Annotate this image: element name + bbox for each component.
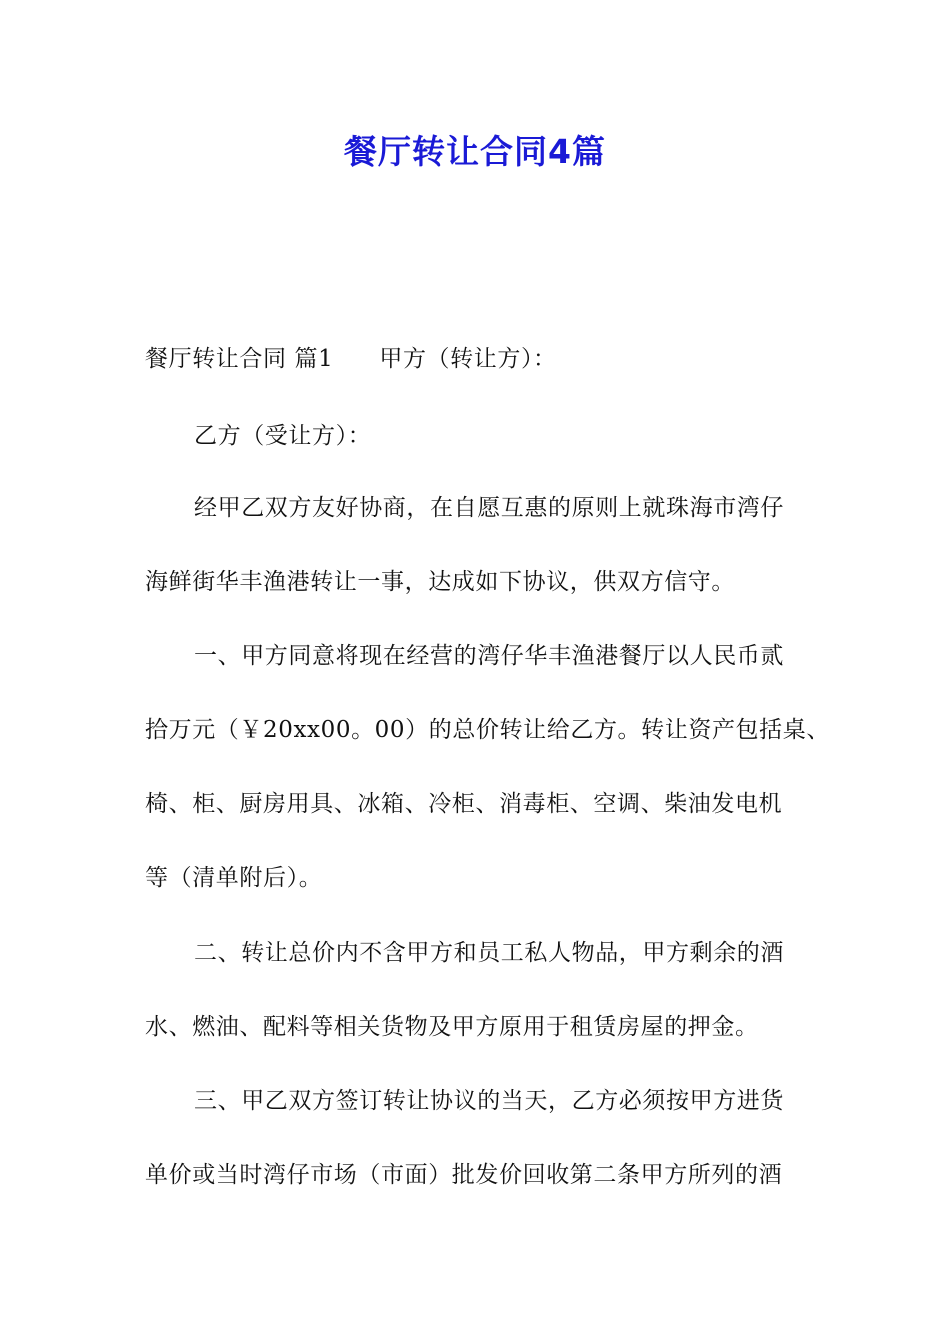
contract-part-label: 餐厅转让合同 篇1 [145, 346, 334, 372]
paragraph-line: 一、甲方同意将现在经营的湾仔华丰渔港餐厅以人民币贰 [194, 643, 784, 669]
paragraph-line: 经甲乙双方友好协商，在自愿互惠的原则上就珠海市湾仔 [194, 495, 784, 521]
document-title: 餐厅转让合同4篇 [344, 132, 606, 171]
paragraph-line: 海鲜街华丰渔港转让一事，达成如下协议，供双方信守。 [145, 569, 735, 595]
paragraph-line: 水、燃油、配料等相关货物及甲方原用于租赁房屋的押金。 [145, 1014, 759, 1040]
paragraph-line: 单价或当时湾仔市场（市面）批发价回收第二条甲方所列的酒 [145, 1162, 783, 1188]
paragraph-line: 椅、柜、厨房用具、冰箱、冷柜、消毒柜、空调、柴油发电机 [145, 791, 783, 817]
paragraph-line: 等（清单附后）。 [145, 865, 323, 891]
party-a-label: 甲方（转让方）： [379, 346, 557, 372]
paragraph-line: 二、转让总价内不含甲方和员工私人物品，甲方剩余的酒 [194, 940, 784, 966]
heading-line [145, 343, 557, 375]
paragraph-line: 三、甲乙双方签订转让协议的当天，乙方必须按甲方进货 [194, 1088, 784, 1114]
paragraph-line: 拾万元（￥20xx00。00）的总价转让给乙方。转让资产包括桌、 [145, 717, 830, 743]
party-b-label: 乙方（受让方）： [194, 423, 372, 449]
